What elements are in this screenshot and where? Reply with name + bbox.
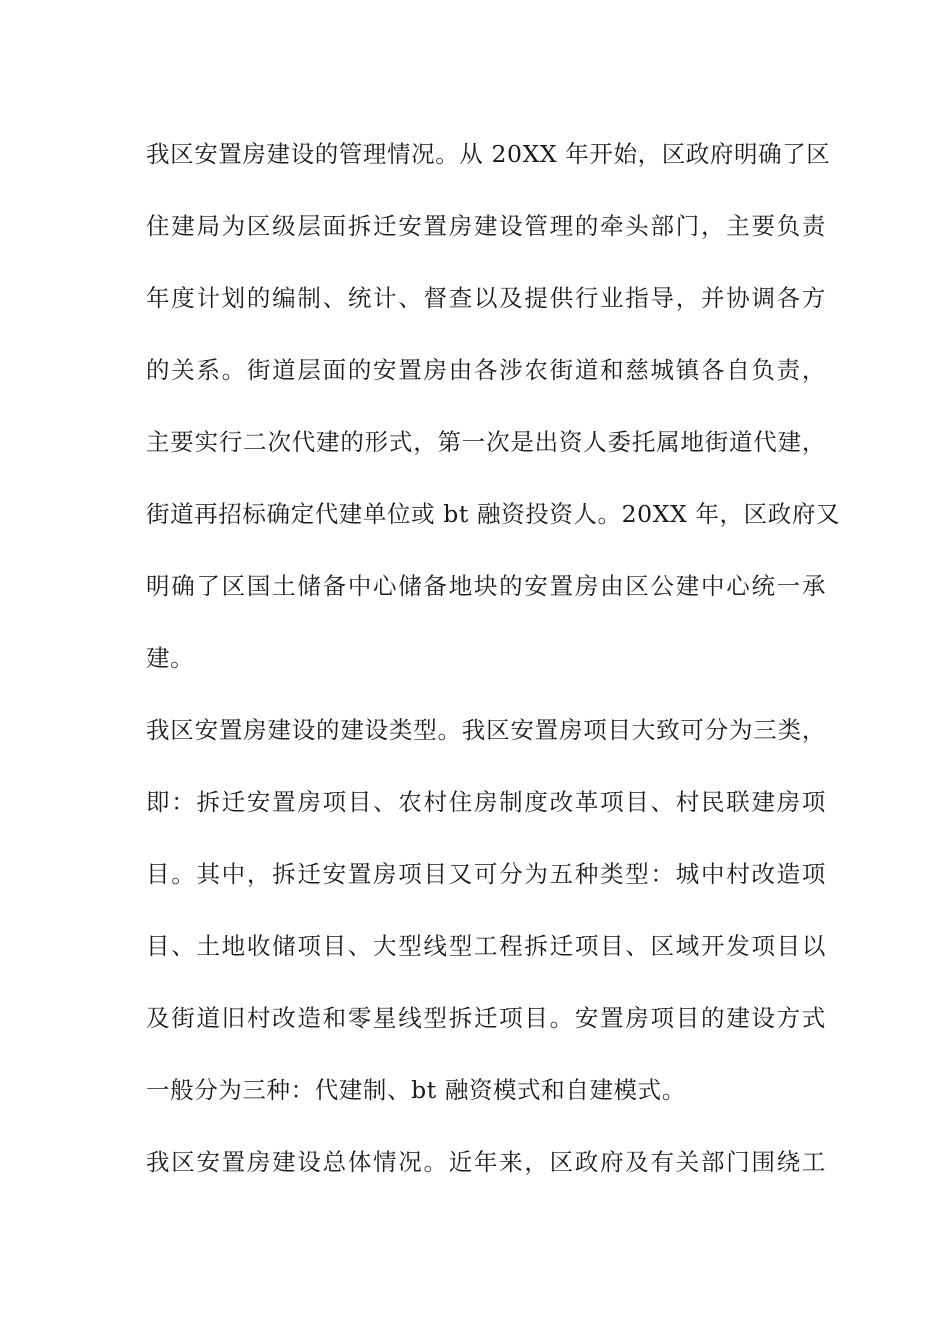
paragraph-overall-situation — [146, 1140, 826, 1212]
text-line: 明确了区国土储备中心储备地块的安置房由区公建中心统一承 — [146, 572, 826, 600]
text-line: 主要实行二次代建的形式，第一次是出资人委托属地街道代建， — [146, 428, 826, 456]
text-line: 及街道旧村改造和零星线型拆迁项目。安置房项目的建设方式 — [146, 1004, 826, 1032]
paragraph-management — [146, 132, 841, 708]
paragraph-construction-types — [146, 708, 826, 1140]
document-body — [146, 132, 841, 1212]
text-line: 街道再招标确定代建单位或 bt 融资投资人。20XX 年，区政府又 — [146, 500, 841, 528]
text-line: 住建局为区级层面拆迁安置房建设管理的牵头部门，主要负责 — [146, 212, 826, 240]
text-line: 年度计划的编制、统计、督查以及提供行业指导，并协调各方 — [146, 284, 826, 312]
text-line: 目、土地收储项目、大型线型工程拆迁项目、区域开发项目以 — [146, 932, 826, 960]
text-line: 我区安置房建设的管理情况。从 20XX 年开始，区政府明确了区 — [146, 140, 831, 168]
text-line: 的关系。街道层面的安置房由各涉农街道和慈城镇各自负责， — [146, 356, 826, 384]
text-line: 即：拆迁安置房项目、农村住房制度改革项目、村民联建房项 — [146, 788, 826, 816]
text-line: 我区安置房建设总体情况。近年来，区政府及有关部门围绕工 — [146, 1148, 826, 1176]
text-line: 我区安置房建设的建设类型。我区安置房项目大致可分为三类， — [146, 716, 826, 744]
text-line: 建。 — [146, 644, 195, 672]
text-line: 一般分为三种：代建制、bt 融资模式和自建模式。 — [146, 1076, 686, 1104]
text-line: 目。其中，拆迁安置房项目又可分为五种类型：城中村改造项 — [146, 860, 826, 888]
